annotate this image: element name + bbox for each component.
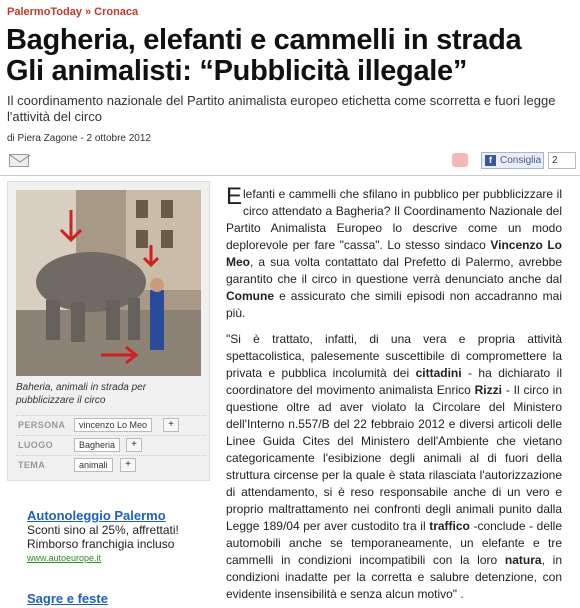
article-text: -conclude - delle automobili anche se temporaneamente, un elefante e tre cammelli in condizioni incompatibili con la loro [226,519,562,567]
tag-row-tema [16,455,206,473]
article-paragraph [226,331,562,603]
page-title [6,25,576,87]
article-sidebar [7,181,210,481]
article-text: e assicurato che simili episodi non accadranno mai più. [226,289,562,320]
tag-value-link[interactable]: Bagheria [74,438,120,452]
add-tag-button[interactable]: + [120,458,136,472]
sponsored-ad[interactable] [27,508,207,563]
like-label: Consiglia [500,155,542,166]
article-bold-text: traffico [429,519,470,533]
ad-title-link[interactable]: Sagre e feste [27,591,108,606]
recommend-icon[interactable] [452,153,468,167]
article-body [226,183,563,608]
headline-line-2: Gli animalisti: “Pubblicità illegale” [6,55,468,87]
article-bold-text: natura [504,553,542,567]
article-text: , in condizioni inadatte per la corretta e salubre detenzione, con evidente insensibilità e senza alcun motivo" . [226,553,562,601]
byline: di Piera Zagone - 2 ottobre 2012 [7,133,151,144]
ad-text: Rimborso franchigia incluso [27,537,175,551]
photo-caption: Baheria, animali in strada per pubblicizzare il circo [16,382,147,406]
ad-url-link[interactable]: www.autoeurope.it [27,553,102,563]
article-photo[interactable] [16,190,201,376]
tag-row-persona [16,415,206,433]
article-text: - ha dichiarato il coordinatore del movimento animalista Enrico [226,366,562,397]
article-bold-text: Comune [226,289,274,303]
article-bold-text: Vincenzo Lo Meo [226,238,563,269]
tag-row-luogo [16,435,206,453]
like-count: 2 [548,152,576,169]
headline-line-1: Bagheria, elefanti e cammelli in strada [6,24,522,56]
facebook-icon: f [485,155,496,166]
email-icon[interactable] [9,154,29,167]
breadcrumb-separator: » [85,6,92,18]
add-tag-button[interactable]: + [126,438,142,452]
article-subtitle: Il coordinamento nazionale del Partito animalista europeo etichetta come scorretta e fuori legge l'attività del circo [7,93,556,124]
breadcrumb-section-link[interactable]: Cronaca [94,6,139,18]
ad-title-link[interactable]: Autonoleggio Palermo [27,508,166,523]
article-bold-text: Rizzi [474,383,502,397]
tag-label: TEMA [18,460,46,470]
article-text: - Il circo in questione oltre ad aver violato la Circolare del Ministero dell'Interno n.557/B del 22 febbraio 2012 e diversi articoli delle Linee Guida Cites del Ministero dell'Ambiente che vietano categoricamente l'esibizione degli animali al di fuori della struttura circense per la quale è stata rilasciata l'autorizzazione di attendamento, si è reso responsabile anche di un vero e proprio maltrattamento nei confronti degli animali punito dalla Legge 189/04 per aver custodito tra il [226,383,562,533]
add-tag-button[interactable]: + [163,418,179,432]
ad-text: Sconti sino al 25%, affrettati! [27,523,179,537]
article-text: lefanti e cammelli che sfilano in pubblico per pubblicizzare il circo attendato a Bagheria? Il Coordinamento Nazionale del Partito Animalista Europeo lo descrive come un modo deplorevole per fare "cassa". Lo stesso sindaco [226,187,562,252]
article-bold-text: cittadini [415,366,462,380]
article-text: , a sua volta contattato dal Prefetto di Palermo, avrebbe garantito che il circo in questione verrà denunciato anche dal [226,255,562,286]
article-paragraph [226,183,563,322]
tag-label: PERSONA [18,420,66,430]
tag-label: LUOGO [18,440,53,450]
tag-value-link[interactable]: animali [74,458,113,472]
breadcrumb [7,6,138,18]
facebook-like-button[interactable] [481,152,544,169]
article-text: "Si è trattato, infatti, di una vera e propria attività spettacolistica, palesemente suscettibile di compromettere la privata e pubblica incolumità dei [226,332,562,380]
drop-cap: E [226,183,243,210]
tag-value-link[interactable]: vincenzo Lo Meo [74,418,152,432]
share-toolbar [0,148,580,176]
breadcrumb-site-link[interactable]: PalermoToday [7,6,82,18]
